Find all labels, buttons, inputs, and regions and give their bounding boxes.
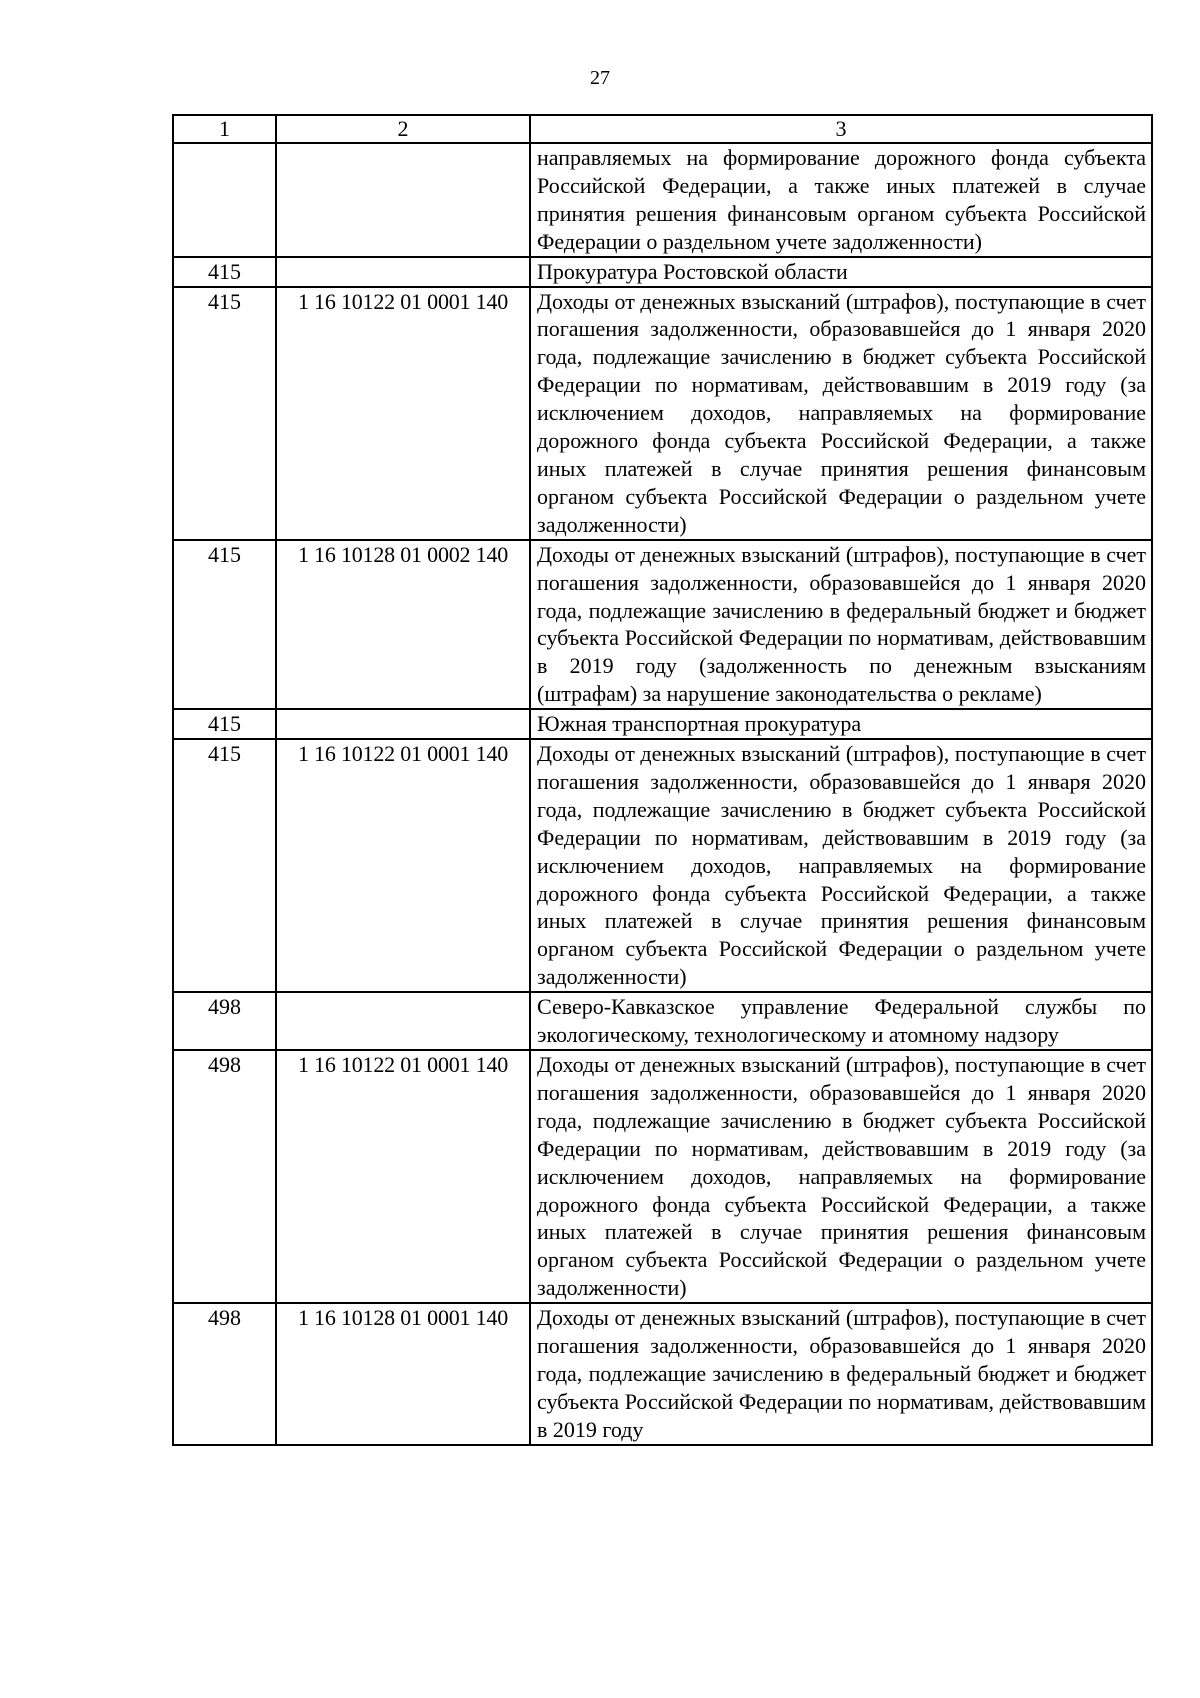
budget-code-cell: 1 16 10128 01 0001 140 xyxy=(276,1303,530,1445)
table-row xyxy=(173,287,1152,540)
table-row xyxy=(173,257,1152,287)
budget-code-cell: 1 16 10128 01 0002 140 xyxy=(276,540,530,709)
table-row xyxy=(173,1050,1152,1303)
table-row xyxy=(173,540,1152,709)
admin-code-cell: 415 xyxy=(173,739,276,992)
table-row xyxy=(173,992,1152,1050)
admin-code-cell: 415 xyxy=(173,257,276,287)
admin-code-cell: 415 xyxy=(173,287,276,540)
column-header-3: 3 xyxy=(530,115,1152,143)
description-cell: Доходы от денежных взысканий (штрафов), поступающие в счет погашения задолженности, образовавшейся до 1 января 2020 года, подлежащие зачислению в бюджет субъекта Российской Федерации по нормативам, действовавшим в 2019 году (за исключением доходов, направляемых на формирование дорожного фонда субъекта Российской Федерации, а также иных платежей в случае принятия решения финансовым органом субъекта Российской Федерации о раздельном учете задолженности) xyxy=(530,739,1152,992)
admin-code-cell: 415 xyxy=(173,540,276,709)
budget-code-cell xyxy=(276,709,530,739)
table-row xyxy=(173,739,1152,992)
description-cell: направляемых на формирование дорожного фонда субъекта Российской Федерации, а также иных платежей в случае принятия решения финансовым органом субъекта Российской Федерации о раздельном учете задолженности) xyxy=(530,143,1152,257)
description-cell: Доходы от денежных взысканий (штрафов), поступающие в счет погашения задолженности, образовавшейся до 1 января 2020 года, подлежащие зачислению в бюджет субъекта Российской Федерации по нормативам, действовавшим в 2019 году (за исключением доходов, направляемых на формирование дорожного фонда субъекта Российской Федерации, а также иных платежей в случае принятия решения финансовым органом субъекта Российской Федерации о раздельном учете задолженности) xyxy=(530,1050,1152,1303)
revenue-table xyxy=(172,114,1153,1446)
table-row xyxy=(173,709,1152,739)
table-row xyxy=(173,1303,1152,1445)
column-header-1: 1 xyxy=(173,115,276,143)
table-header-row xyxy=(173,115,1152,143)
admin-code-cell: 415 xyxy=(173,709,276,739)
budget-code-cell xyxy=(276,257,530,287)
admin-code-cell xyxy=(173,143,276,257)
table-row xyxy=(173,143,1152,257)
admin-code-cell: 498 xyxy=(173,992,276,1050)
admin-code-cell: 498 xyxy=(173,1050,276,1303)
description-cell: Доходы от денежных взысканий (штрафов), поступающие в счет погашения задолженности, образовавшейся до 1 января 2020 года, подлежащие зачислению в федеральный бюджет и бюджет субъекта Российской Федерации по нормативам, действовавшим в 2019 году (задолженность по денежным взысканиям (штрафам) за нарушение законодательства о рекламе) xyxy=(530,540,1152,709)
column-header-2: 2 xyxy=(276,115,530,143)
description-cell: Южная транспортная прокуратура xyxy=(530,709,1152,739)
budget-code-cell xyxy=(276,992,530,1050)
budget-code-cell: 1 16 10122 01 0001 140 xyxy=(276,287,530,540)
budget-code-cell xyxy=(276,143,530,257)
description-cell: Доходы от денежных взысканий (штрафов), поступающие в счет погашения задолженности, образовавшейся до 1 января 2020 года, подлежащие зачислению в федеральный бюджет и бюджет субъекта Российской Федерации по нормативам, действовавшим в 2019 году xyxy=(530,1303,1152,1445)
description-cell: Прокуратура Ростовской области xyxy=(530,257,1152,287)
budget-code-cell: 1 16 10122 01 0001 140 xyxy=(276,739,530,992)
budget-code-cell: 1 16 10122 01 0001 140 xyxy=(276,1050,530,1303)
page-number: 27 xyxy=(590,67,610,89)
admin-code-cell: 498 xyxy=(173,1303,276,1445)
description-cell: Северо-Кавказское управление Федеральной службы по экологическому, технологическому и атомному надзору xyxy=(530,992,1152,1050)
description-cell: Доходы от денежных взысканий (штрафов), поступающие в счет погашения задолженности, образовавшейся до 1 января 2020 года, подлежащие зачислению в бюджет субъекта Российской Федерации по нормативам, действовавшим в 2019 году (за исключением доходов, направляемых на формирование дорожного фонда субъекта Российской Федерации, а также иных платежей в случае принятия решения финансовым органом субъекта Российской Федерации о раздельном учете задолженности) xyxy=(530,287,1152,540)
